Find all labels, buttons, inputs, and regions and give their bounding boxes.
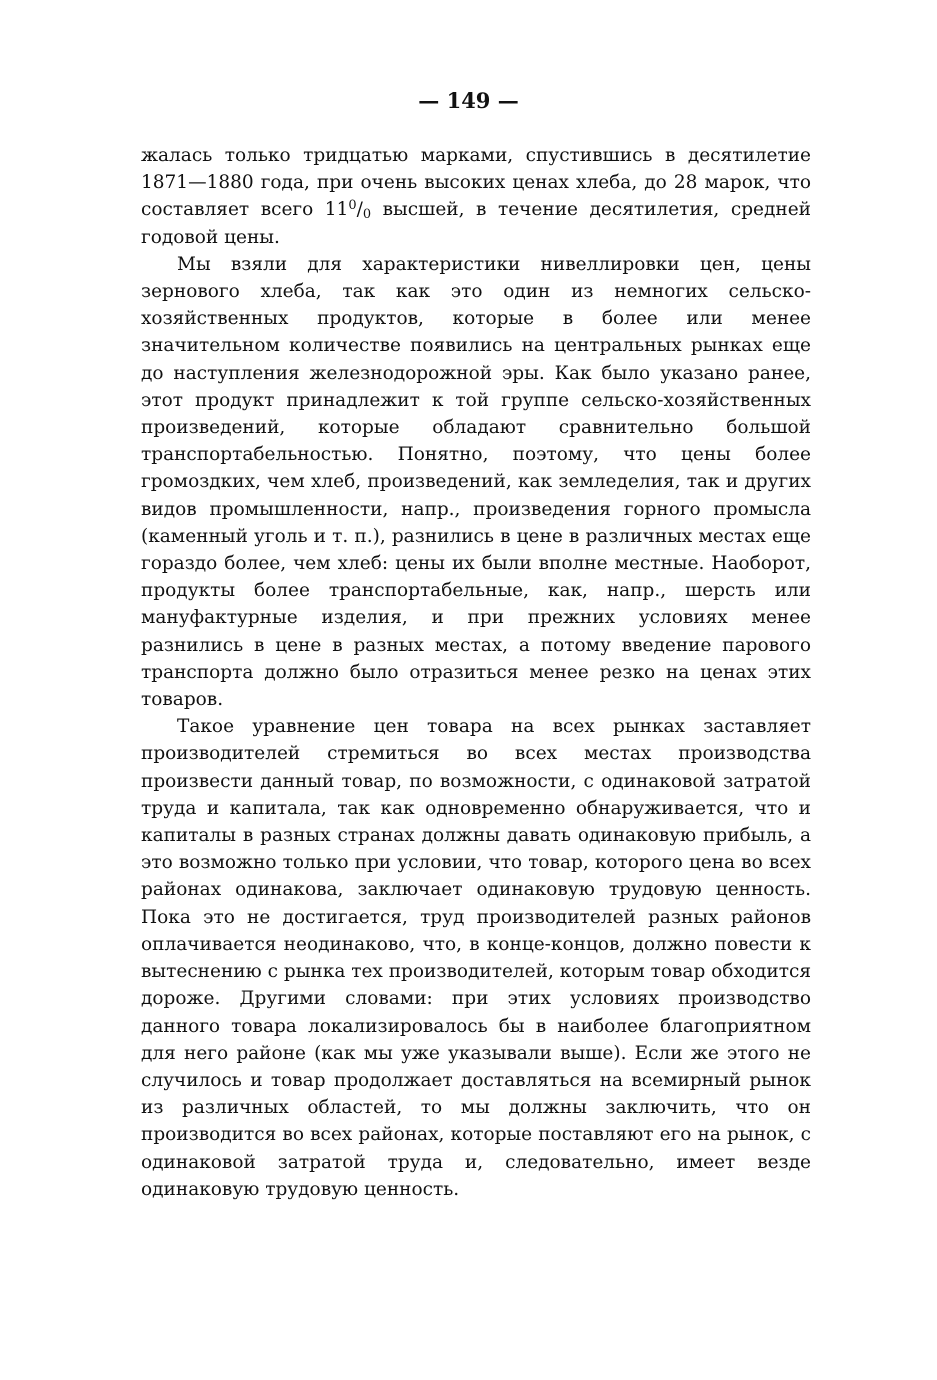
paragraph-3: Такое уравнение цен товара на всех рынках заставляет производителей стремиться во всех местах производства произвести данный товар, по возможности, с одинаковой затратой труда и капитала, так как одновременно обнаруживается, что и капиталы в разных странах должны давать одинаковую прибыль, а это возможно только при условии, что товар, которого цена во всех районах одинакова, заключает одинаковую трудовую ценность. Пока это не достигается, труд производителей разных районов оплачивается неодинаково, что, в конце-концов, должно повести к вытеснению с рынка тех производителей, которым товар обходится дороже. Другими словами: при этих условиях производство данного товара локализировалось бы в наиболее благоприятном для него районе (как мы уже указывали выше). Если же этого не случилось и товар продолжает доставляться на всемирный рынок из различных областей, то мы должны заключить, что он производится во всех районах, которые поставляют его на рынок, с одинаковой затратой труда и, следовательно, имеет везде одинаковую трудовую ценность. (141, 716, 811, 1200)
percent-sub: 0 (362, 207, 372, 223)
percent-sup: 0 (348, 198, 357, 214)
paragraph-2: Мы взяли для характеристики нивеллировки цен, цены зернового хлеба, так как это один из немногих сельско-хозяйственных продуктов, которые в более или менее значительном количестве появились на центральных рынках еще до наступления железнодорожной эры. Как было указано ранее, этот продукт принадлежит к той группе сельско-хозяйственных произведений, которые обладают сравнительно большой транспортабельностью. Понятно, поэтому, что цены более громоздких, чем хлеб, произведений, как земледелия, так и других видов промышленности, напр., произведения горного промысла (каменный уголь и т. п.), разнились в цене в различных местах еще гораздо более, чем хлеб: цены их были вполне местные. Наоборот, продукты более транспортабельные, как, напр., шерсть или мануфактурные изделия, и при прежних условиях менее разнились в цене в разных местах, а потому введение парового транспорта должно было отразиться менее резко на ценах этих товаров. (141, 253, 811, 711)
body-text (141, 142, 811, 1203)
paragraph-1 (141, 142, 811, 251)
page-number: — 149 — (418, 88, 519, 113)
paragraph-1-text-end: высшей, в течение десятилетия, средней годовой цены. (141, 199, 811, 248)
percent-slash: / (356, 199, 363, 221)
paragraph-1-text: жалась только тридцатью марками, спустившись в десятилетие 1871—1880 года, при очень высоких ценах хлеба, до 28 марок, что составляет всего 11 (141, 145, 811, 221)
